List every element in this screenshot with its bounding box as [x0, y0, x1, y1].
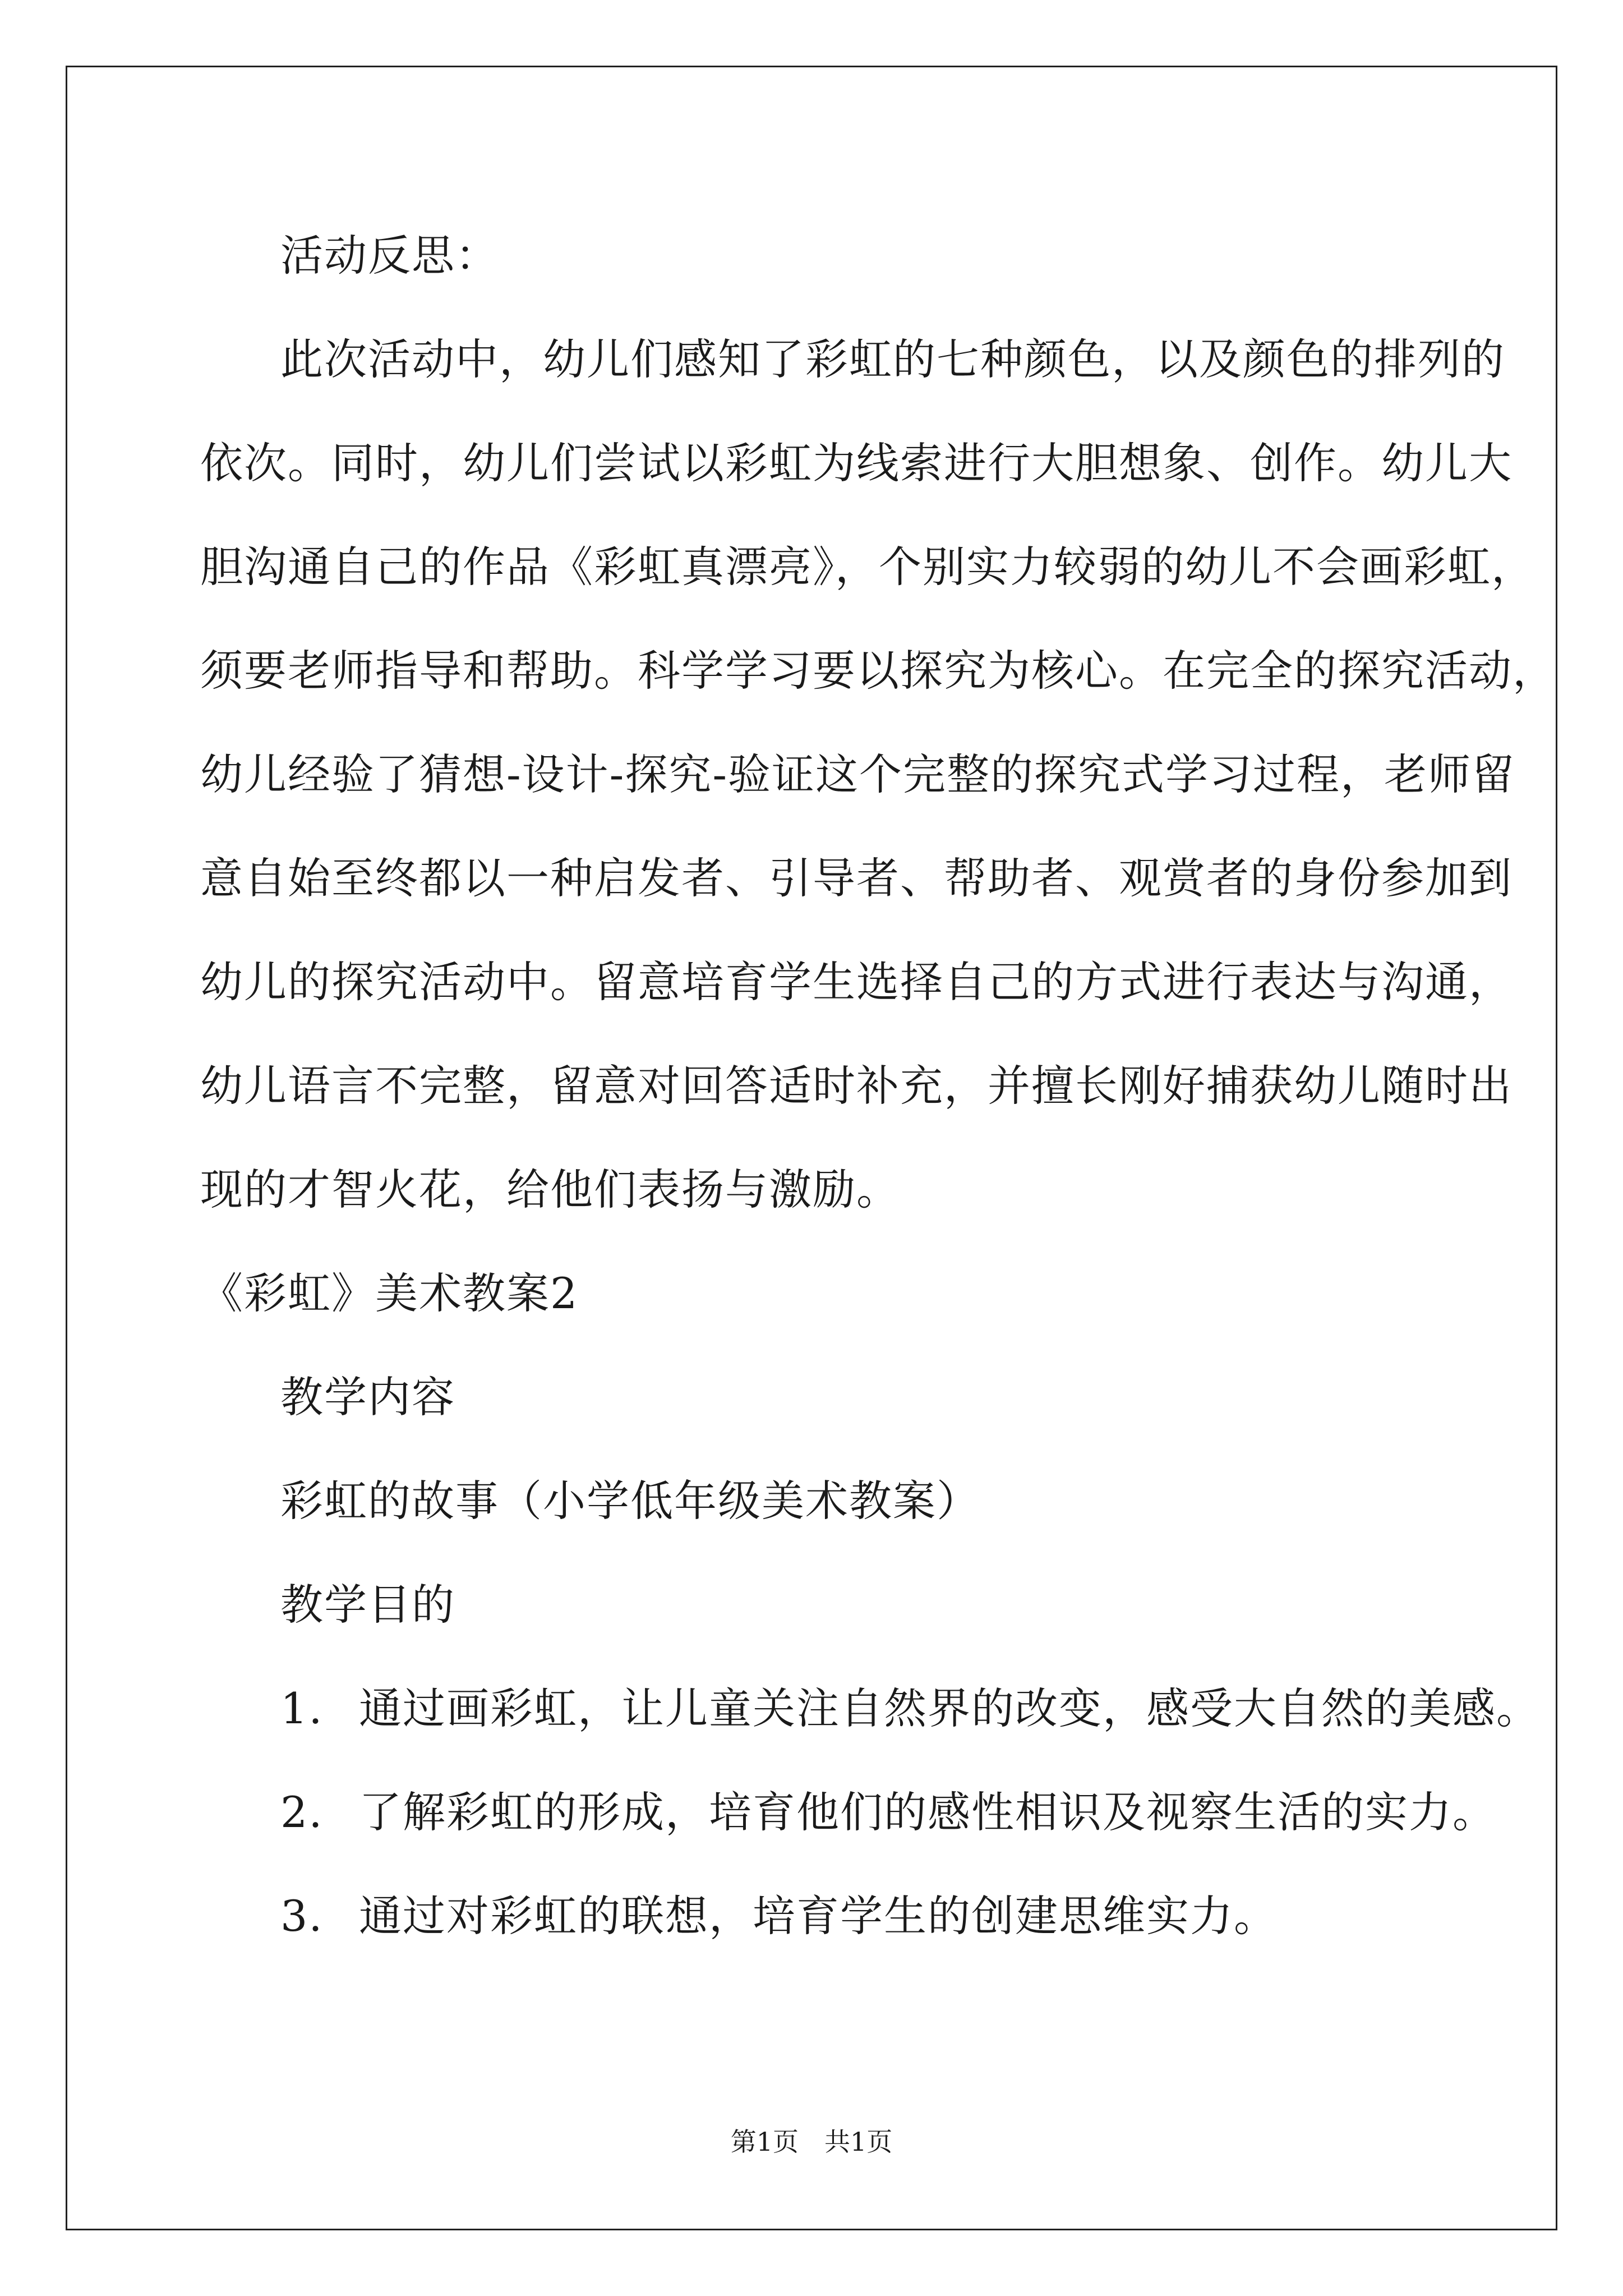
paragraph-heading-reflection: 活动反思：: [280, 231, 499, 280]
text-line: 意自始至终都以一种启发者、引导者、帮助者、观赏者的身份参加到: [200, 853, 1513, 903]
section-title: 《彩虹》美术教案2: [200, 1268, 579, 1318]
text-line: 胆沟通自己的作品《彩虹真漂亮》，个别实力较弱的幼儿不会画彩虹，: [200, 542, 1535, 592]
numbered-item: [280, 1891, 1278, 1941]
text-line: 幼儿语言不完整，留意对回答适时补充，并擅长刚好捕获幼儿随时出: [200, 1061, 1513, 1111]
item-number: 2.: [280, 1787, 324, 1837]
page-footer: 第1页 共1页: [730, 2127, 893, 2157]
text-line: 现的才智火花，给他们表扬与激励。: [200, 1165, 900, 1214]
numbered-item: [280, 1787, 1496, 1837]
item-text: 通过对彩虹的联想，培育学生的创建思维实力。: [359, 1891, 1278, 1941]
text-line: 幼儿经验了猜想-设计-探究-验证这个完整的探究式学习过程，老师留: [200, 749, 1516, 799]
item-text: 通过画彩虹，让儿童关注自然界的改变，感受大自然的美感。: [359, 1683, 1540, 1733]
numbered-item: [280, 1683, 1540, 1733]
text-line: 依次。同时，幼儿们尝试以彩虹为线索进行大胆想象、创作。幼儿大: [200, 438, 1513, 488]
text-line: 幼儿的探究活动中。留意培育学生选择自己的方式进行表达与沟通，: [200, 957, 1513, 1007]
text-line: 须要老师指导和帮助。科学学习要以探究为核心。在完全的探究活动，: [200, 646, 1556, 696]
item-text: 了解彩虹的形成，培育他们的感性相识及视察生活的实力。: [359, 1787, 1496, 1837]
heading-teaching-content: 教学内容: [280, 1372, 455, 1422]
item-number: 3.: [280, 1891, 324, 1941]
item-number: 1.: [280, 1683, 324, 1733]
text-line: 此次活动中，幼儿们感知了彩虹的七种颜色，以及颜色的排列的: [280, 334, 1505, 384]
heading-teaching-goals: 教学目的: [280, 1580, 455, 1630]
text-line: 彩虹的故事（小学低年级美术教案）: [280, 1476, 980, 1526]
